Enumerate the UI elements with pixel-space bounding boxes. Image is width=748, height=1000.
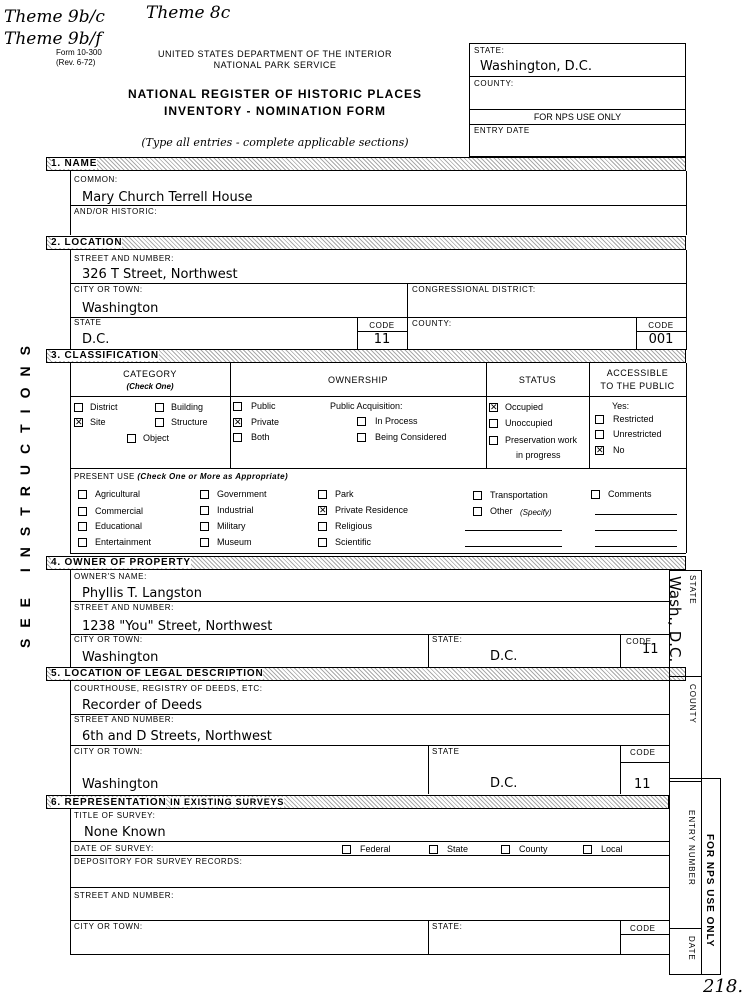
owner-city-value[interactable]: Washington: [82, 650, 159, 665]
use-comments-label: Comments: [608, 489, 652, 499]
owner-city-label: CITY OR TOWN:: [74, 635, 143, 644]
location-state-label: STATE: [74, 318, 102, 327]
owner-state-label: STATE:: [432, 635, 463, 644]
form-revision: (Rev. 6-72): [56, 58, 96, 67]
use-other-label: Other: [490, 506, 513, 516]
category-site-label: Site: [90, 417, 106, 427]
use-industrial-checkbox[interactable]: [200, 506, 209, 515]
use-government-label: Government: [217, 489, 267, 499]
section-5-header: 5. LOCATION OF LEGAL DESCRIPTION: [46, 667, 686, 681]
use-other-checkbox[interactable]: [473, 507, 482, 516]
use-park-checkbox[interactable]: [318, 490, 327, 499]
use-educational-checkbox[interactable]: [78, 522, 87, 531]
use-religious-label: Religious: [335, 521, 373, 531]
status-0-label: Occupied: [505, 402, 544, 412]
nps-use-only-label: FOR NPS USE ONLY: [704, 834, 715, 948]
use-scientific-checkbox[interactable]: [318, 538, 327, 547]
location-state-value[interactable]: D.C.: [82, 332, 110, 347]
legal-state-label: STATE: [432, 747, 460, 756]
category-object-label: Object: [143, 433, 170, 443]
right-county-label: COUNTY: [688, 684, 697, 724]
survey-state-label: STATE:: [432, 922, 463, 931]
use-park-label: Park: [335, 489, 354, 499]
legal-state-value[interactable]: D.C.: [490, 776, 518, 791]
other-specify: (Specify): [520, 508, 552, 517]
form-number: Form 10-300: [56, 48, 102, 57]
owner-street-label: STREET AND NUMBER:: [74, 603, 174, 612]
use-agricultural-checkbox[interactable]: [78, 490, 87, 499]
use-educational-label: Educational: [95, 521, 143, 531]
use-military-checkbox[interactable]: [200, 522, 209, 531]
ownership-header: OWNERSHIP: [327, 375, 388, 385]
depository-label: DEPOSITORY FOR SURVEY RECORDS:: [74, 857, 243, 866]
survey-local-label: Local: [601, 844, 623, 854]
status-1-label: Unoccupied: [505, 418, 553, 428]
use-agricultural-label: Agricultural: [95, 489, 141, 499]
historic-name-label: AND/OR HISTORIC:: [74, 207, 158, 216]
county-code-value[interactable]: 001: [648, 332, 674, 347]
form-instruction: (Type all entries - complete applicable sections): [141, 136, 409, 149]
owner-code-label: CODE: [626, 637, 652, 646]
use-commercial-checkbox[interactable]: [78, 507, 87, 516]
survey-title-value[interactable]: None Known: [84, 825, 166, 840]
use-entertainment-checkbox[interactable]: [78, 538, 87, 547]
legal-code-value[interactable]: 11: [634, 777, 651, 792]
access-restricted-checkbox[interactable]: [595, 415, 604, 424]
section-6-header: 6. REPRESENTATION IN EXISTING SURVEYS: [46, 795, 669, 809]
accessible-header-1: ACCESSIBLE: [606, 368, 669, 378]
use-government-checkbox[interactable]: [200, 490, 209, 499]
status-continuation: in progress: [516, 450, 561, 460]
ownership-public-checkbox[interactable]: [233, 402, 242, 411]
owner-state-value[interactable]: D.C.: [490, 649, 518, 664]
location-code-label: CODE: [369, 321, 395, 330]
ownership-private-checkbox[interactable]: ✕: [234, 417, 242, 427]
accessible-header-2: TO THE PUBLIC: [600, 381, 675, 391]
owner-name-value[interactable]: Phyllis T. Langston: [82, 586, 202, 601]
acquisition-1-checkbox[interactable]: [357, 433, 366, 442]
check-one-note: (Check One): [126, 382, 174, 391]
public-acquisition-label: Public Acquisition:: [330, 401, 403, 411]
ownership-both-checkbox[interactable]: [233, 433, 242, 442]
access-unrestricted-checkbox[interactable]: [595, 430, 604, 439]
category-site-checkbox[interactable]: ✕: [75, 417, 83, 427]
survey-date-label: DATE OF SURVEY:: [74, 844, 154, 853]
legal-street-value[interactable]: 6th and D Streets, Northwest: [82, 729, 272, 744]
status-2-checkbox[interactable]: [489, 436, 498, 445]
service-name: NATIONAL PARK SERVICE: [213, 60, 337, 70]
common-name-value[interactable]: Mary Church Terrell House: [82, 190, 253, 205]
category-structure-label: Structure: [171, 417, 208, 427]
access-yes-label: Yes:: [612, 401, 630, 411]
courthouse-label: COURTHOUSE, REGISTRY OF DEEDS, ETC:: [74, 684, 263, 693]
survey-county-checkbox[interactable]: [501, 845, 510, 854]
use-scientific-label: Scientific: [335, 537, 372, 547]
survey-street-label: STREET AND NUMBER:: [74, 891, 174, 900]
acquisition-0-label: In Process: [375, 416, 418, 426]
use-entertainment-label: Entertainment: [95, 537, 152, 547]
survey-county-label: County: [519, 844, 548, 854]
use-private-residence-label: Private Residence: [335, 505, 409, 515]
section-4-header: 4. OWNER OF PROPERTY: [46, 556, 686, 570]
survey-city-label: CITY OR TOWN:: [74, 922, 143, 931]
category-structure-checkbox[interactable]: [155, 418, 164, 427]
use-museum-checkbox[interactable]: [200, 538, 209, 547]
access-no-label: No: [613, 445, 625, 455]
date-label: DATE: [687, 936, 696, 961]
theme-annotation-1: Theme 9b/c: [4, 7, 105, 27]
use-transportation-checkbox[interactable]: [473, 491, 482, 500]
survey-title-label: TITLE OF SURVEY:: [74, 811, 156, 820]
survey-federal-checkbox[interactable]: [342, 845, 351, 854]
legal-code-label: CODE: [630, 748, 656, 757]
category-building-checkbox[interactable]: [155, 403, 164, 412]
courthouse-value[interactable]: Recorder of Deeds: [82, 698, 203, 713]
use-commercial-label: Commercial: [95, 506, 144, 516]
location-county-label: COUNTY:: [412, 319, 452, 328]
use-private-residence-checkbox[interactable]: ✕: [319, 505, 327, 515]
county-label: COUNTY:: [474, 79, 514, 88]
city-value[interactable]: Washington: [82, 301, 159, 316]
use-industrial-label: Industrial: [217, 505, 254, 515]
status-2-label: Preservation work: [505, 435, 578, 445]
owner-street-value[interactable]: 1238 "You" Street, Northwest: [82, 619, 273, 634]
section-1-header: 1. NAME: [46, 157, 686, 171]
legal-city-label: CITY OR TOWN:: [74, 747, 143, 756]
survey-local-checkbox[interactable]: [583, 845, 592, 854]
location-code-value[interactable]: 11: [373, 332, 391, 347]
status-0-checkbox[interactable]: ✕: [490, 402, 498, 412]
section-3-header: 3. CLASSIFICATION: [46, 349, 686, 363]
status-header: STATUS: [518, 375, 557, 385]
acquisition-0-checkbox[interactable]: [357, 417, 366, 426]
legal-street-label: STREET AND NUMBER:: [74, 715, 174, 724]
use-comments-checkbox[interactable]: [591, 490, 600, 499]
theme-annotation-3: Theme 9b/f: [4, 29, 102, 49]
survey-federal-label: Federal: [360, 844, 391, 854]
survey-state-checkbox[interactable]: [429, 845, 438, 854]
common-name-label: COMMON:: [74, 175, 118, 184]
use-museum-label: Museum: [217, 537, 252, 547]
form-title-2: INVENTORY - NOMINATION FORM: [164, 104, 386, 118]
survey-state-label: State: [447, 844, 469, 854]
category-building-label: Building: [171, 402, 204, 412]
present-use-label: PRESENT USE (Check One or More as Appropriate): [74, 472, 289, 481]
ownership-public-label: Public: [251, 401, 276, 411]
section-2-header: 2. LOCATION: [46, 236, 686, 250]
access-restricted-label: Restricted: [613, 414, 654, 424]
theme-annotation-2: Theme 8c: [146, 3, 231, 23]
use-military-label: Military: [217, 521, 246, 531]
legal-city-value[interactable]: Washington: [82, 777, 159, 792]
category-object-checkbox[interactable]: [127, 434, 136, 443]
access-unrestricted-label: Unrestricted: [613, 429, 662, 439]
congressional-district-label: CONGRESSIONAL DISTRICT:: [412, 285, 536, 294]
form-title-1: NATIONAL REGISTER OF HISTORIC PLACES: [127, 87, 423, 101]
access-no-checkbox[interactable]: ✕: [596, 445, 604, 455]
see-instructions: SEE INSTRUCTIONS: [17, 335, 33, 648]
state-value[interactable]: Washington, D.C.: [480, 59, 593, 74]
category-header: CATEGORY: [123, 369, 177, 379]
state-label: STATE:: [474, 46, 505, 55]
entry-number-label: ENTRY NUMBER: [687, 810, 696, 886]
county-code-label: CODE: [648, 321, 674, 330]
ownership-private-label: Private: [251, 417, 280, 427]
use-transportation-label: Transportation: [490, 490, 548, 500]
ownership-both-label: Both: [251, 432, 270, 442]
street-value[interactable]: 326 T Street, Northwest: [82, 267, 238, 282]
right-state-label: STATE: [688, 575, 697, 605]
department-name: UNITED STATES DEPARTMENT OF THE INTERIOR: [157, 49, 393, 59]
owner-name-label: OWNER'S NAME:: [74, 572, 147, 581]
category-district-checkbox[interactable]: [74, 403, 83, 412]
use-religious-checkbox[interactable]: [318, 522, 327, 531]
entry-date-label: ENTRY DATE: [474, 126, 530, 135]
category-district-label: District: [90, 402, 118, 412]
nps-use-label: FOR NPS USE ONLY: [533, 112, 622, 122]
street-label: STREET AND NUMBER:: [74, 254, 174, 263]
owner-code-value[interactable]: 11: [642, 642, 659, 657]
status-1-checkbox[interactable]: [489, 419, 498, 428]
page-number: 218.: [703, 976, 744, 997]
city-label: CITY OR TOWN:: [74, 285, 143, 294]
acquisition-1-label: Being Considered: [375, 432, 447, 442]
right-state-value[interactable]: Wash., D.C.: [666, 576, 684, 663]
survey-code-label: CODE: [630, 924, 656, 933]
